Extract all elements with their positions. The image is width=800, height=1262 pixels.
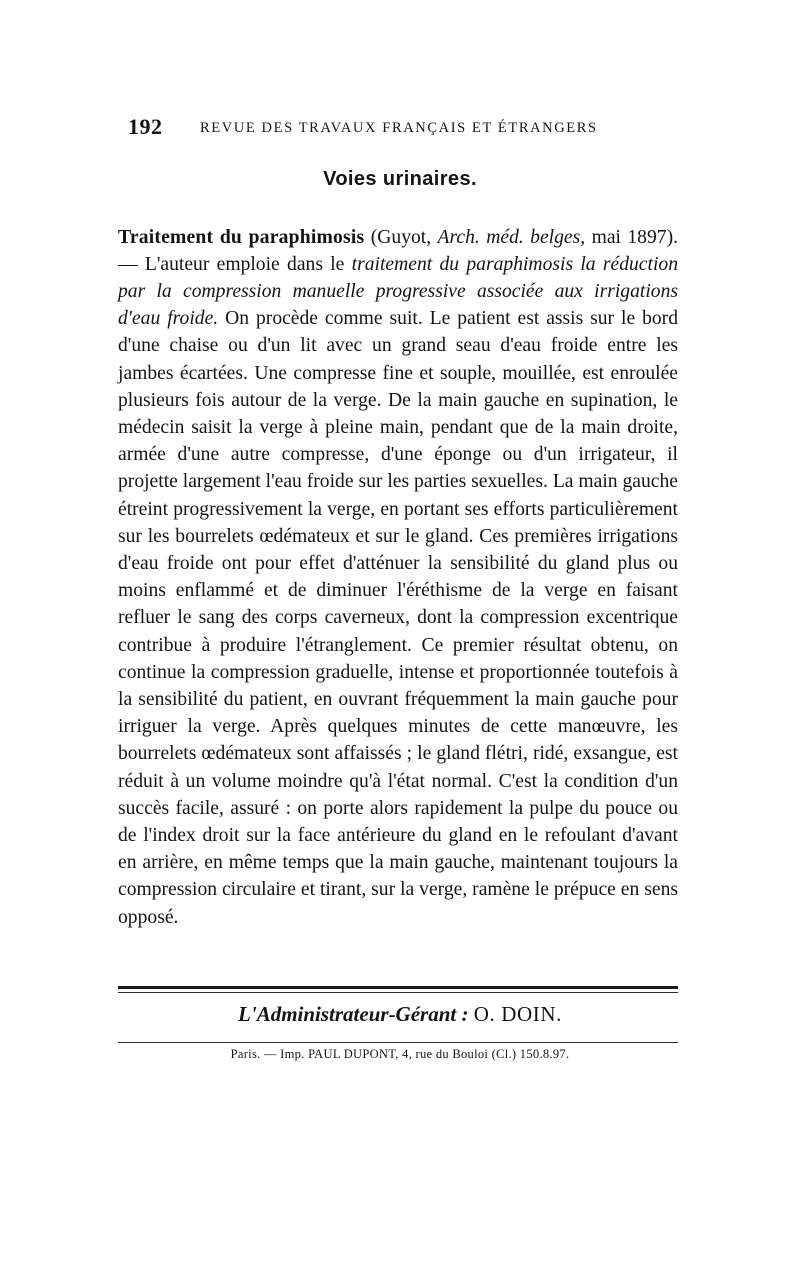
citation-journal: Arch. méd. belges, — [437, 226, 586, 248]
page-number: 192 — [128, 114, 163, 139]
footer-rule-thin — [118, 992, 678, 993]
article-paragraph — [118, 224, 678, 931]
citation-open: (Guyot, — [364, 226, 438, 248]
article-body: On procède comme suit. Le patient est assis sur le bord d'une chaise ou d'un lit avec un grand seau d'eau froide entre les jambes écartées. Une compresse fine et souple, mouillée, est enroulée plusieurs fois autour de la verge. De la main gauche en supination, le médecin saisit la verge à pleine main, pendant que de la main droite, armée d'une autre compresse, d'une éponge ou d'un irrigateur, il projette largement l'eau froide sur les parties sexuelles. La main gauche étreint progressivement la verge, en portant ses efforts particulièrement sur les bourrelets œdémateux et sur le gland. Ces premières irrigations d'eau froide ont pour effet d'atténuer la sensibilité du gland plus ou moins enflammé et de diminuer l'éréthisme de la verge en faisant refluer le sang des corps caverneux, dont la compression excentrique contribue à produire l'étranglement. Ce premier résultat obtenu, on continue la compression graduelle, intense et proportionnée toutefois à la sensibilité du patient, en ouvrant fréquemment la main gauche pour irriguer la verge. Après quelques minutes de cette manœuvre, les bourrelets œdémateux sont affaissés ; le gland flétri, ridé, exsangue, est réduit à un volume moindre qu'à l'état normal. C'est la condition d'un succès facile, assuré : on porte alors rapidement la pulpe du pouce ou de l'index droit sur la face antérieure du gland en le refoulant d'avant en arrière, en même temps que la main gauche, maintenant toujours la compression circulaire et tirant, sur la verge, ramène le prépuce en sens opposé. — [118, 308, 678, 928]
footer-rule-thick — [118, 986, 678, 989]
citation-close: mai 1897). — L'auteur emploie dans le — [118, 226, 678, 275]
running-head — [128, 112, 628, 142]
administrator-name: O. DOIN. — [473, 1002, 562, 1026]
section-title: Voies urinaires. — [323, 168, 477, 190]
method-statement: traitement du paraphimosis la réduction par la compression manuelle progressive associée aux irrigations d'eau froide. — [118, 253, 678, 330]
administrator-line — [0, 1002, 800, 1027]
printer-rule — [118, 1042, 678, 1043]
article-title: Traitement du paraphimosis — [118, 226, 365, 248]
printer-imprint: Paris. — Imp. PAUL DUPONT, 4, rue du Bouloi (Cl.) 150.8.97. — [230, 1047, 570, 1061]
administrator-role: L'Administrateur-Gérant : — [238, 1002, 469, 1026]
journal-title: REVUE DES TRAVAUX FRANÇAIS ET ÉTRANGERS — [200, 120, 598, 136]
